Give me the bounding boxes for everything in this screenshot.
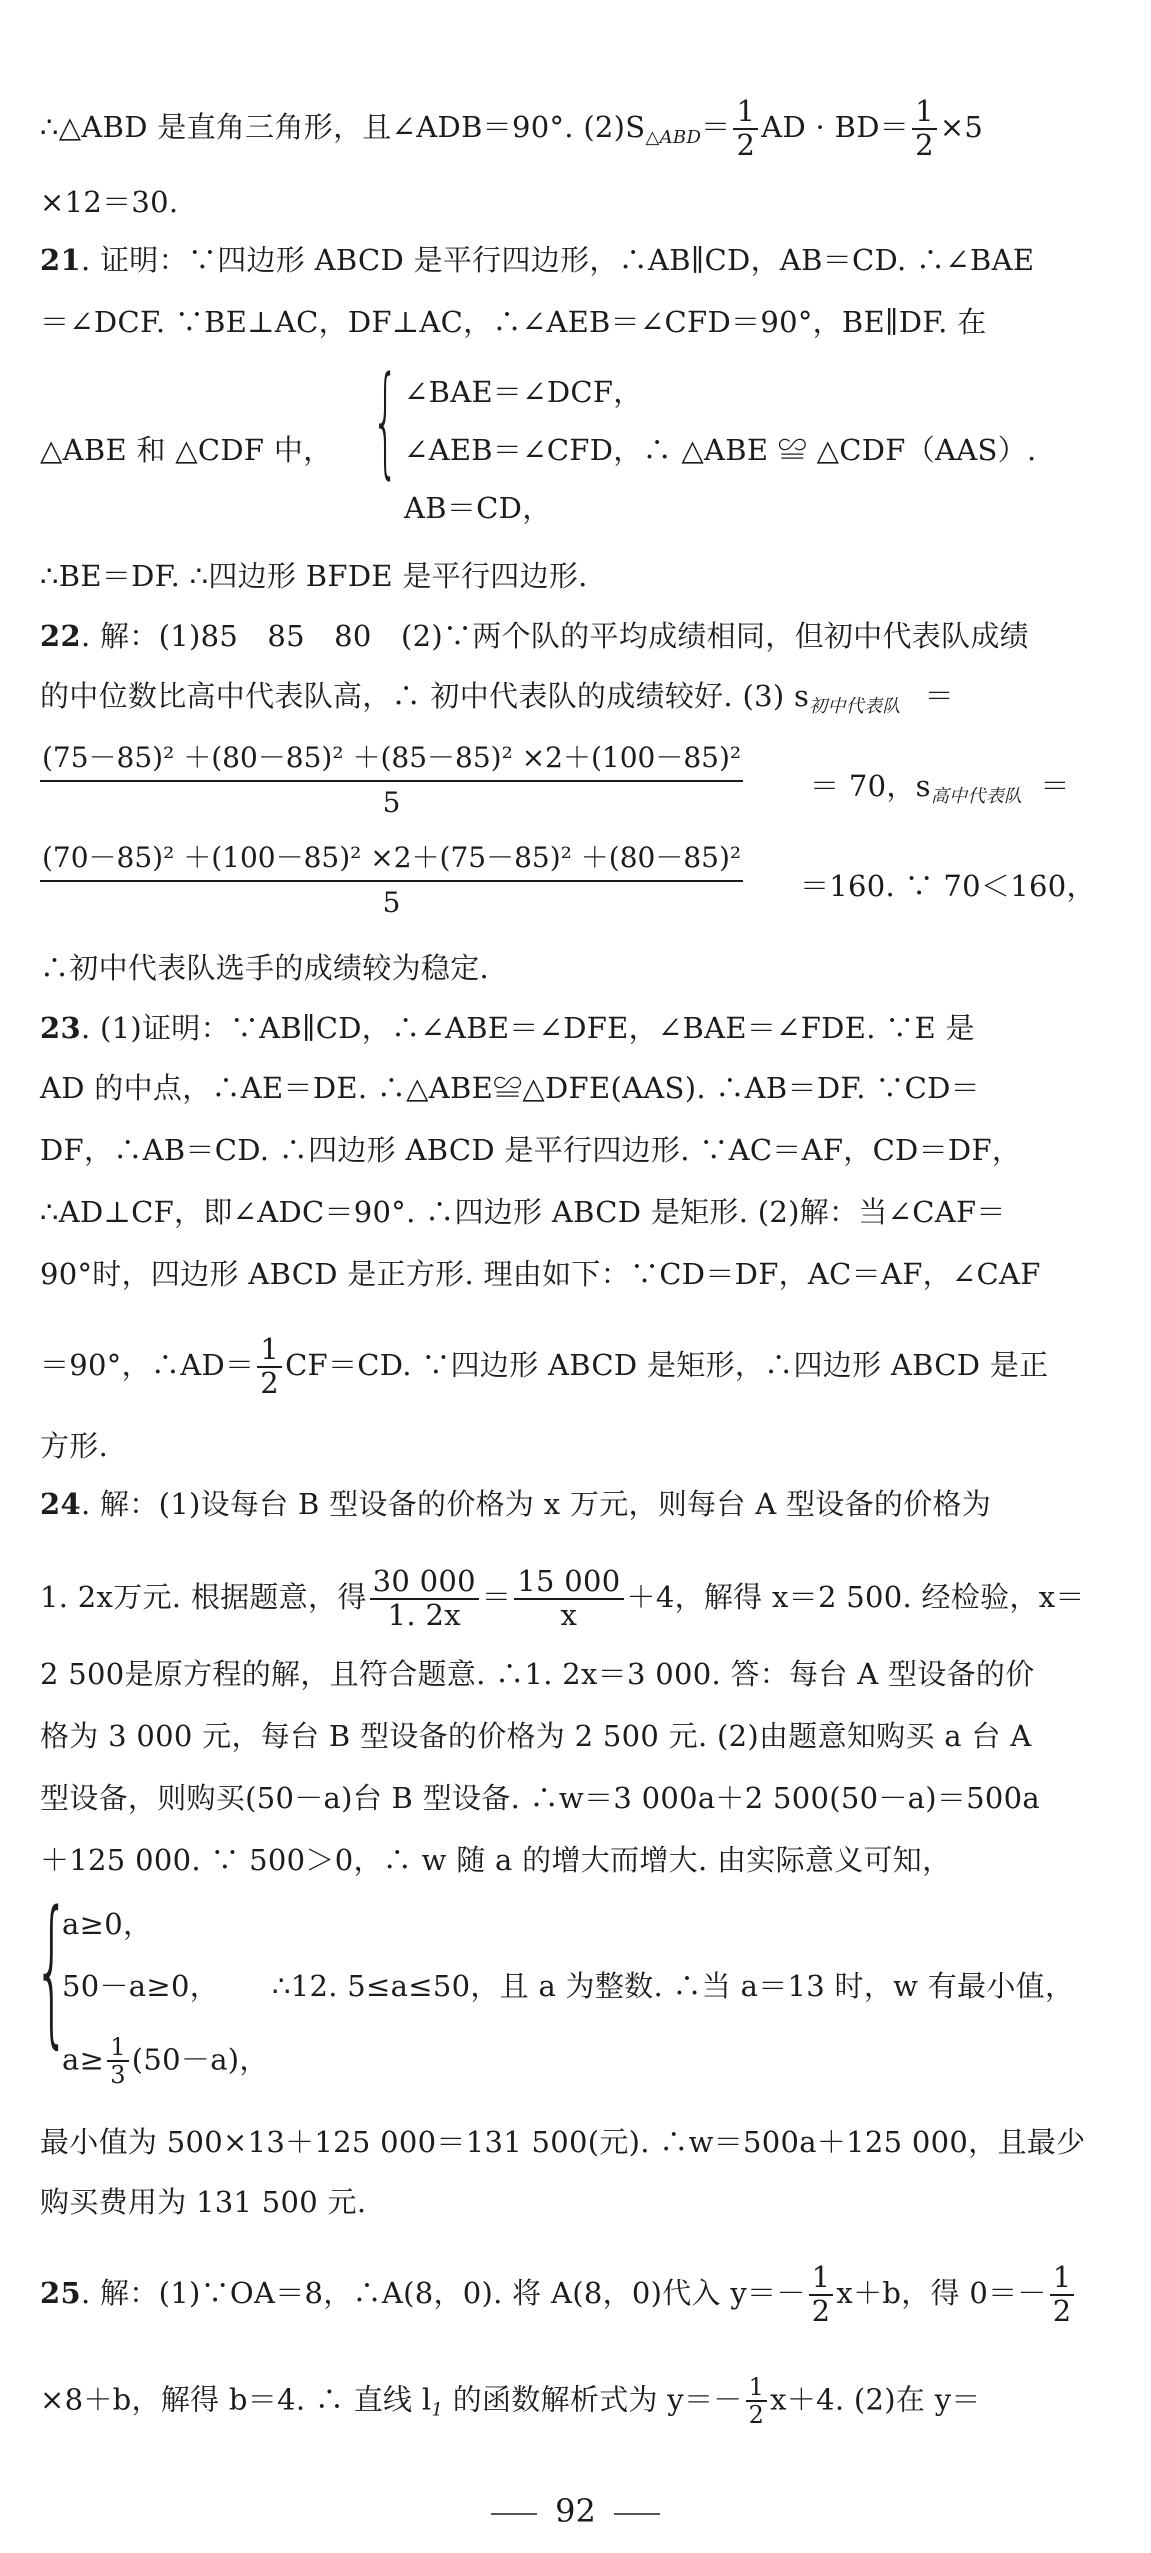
text-line-1 bbox=[40, 96, 1110, 162]
question-24-line-2 bbox=[40, 1566, 1110, 1632]
question-23-line-2: AD 的中点，∴AE＝DE. ∴△ABE≌△DFE(AAS). ∴AB＝DF. ∵CD＝ bbox=[40, 1071, 980, 1105]
fraction-numerator: 1 bbox=[809, 2262, 834, 2296]
page-number bbox=[0, 2492, 1151, 2530]
fraction-15000-over-x bbox=[514, 1566, 623, 1632]
question-24-line-3: 2 500是原方程的解，且符合题意. ∴1. 2x＝3 000. 答：每台 A 型设备的价 bbox=[40, 1657, 1035, 1691]
fraction-denominator: 2 bbox=[915, 127, 934, 162]
question-number: 21 bbox=[40, 243, 81, 277]
q24-system-line-3 bbox=[62, 2034, 362, 2089]
question-25-line-2 bbox=[40, 2374, 1110, 2430]
fraction-denominator: 2 bbox=[260, 1365, 280, 1400]
q21-system-left-text: △ABE 和 △CDF 中， bbox=[40, 433, 333, 467]
question-number: 24 bbox=[40, 1487, 81, 1521]
text-segment: CF＝CD. ∵四边形 ABCD 是矩形，∴四边形 ABCD 是正 bbox=[285, 1347, 1049, 1382]
question-24-line-1 bbox=[40, 1484, 1110, 1524]
variance-fraction-2-tail: ＝160. ∵ 70＜160， bbox=[800, 869, 1096, 903]
fraction-30000-over-1-2x bbox=[370, 1566, 479, 1632]
q21-system-line-3: AB＝CD， bbox=[404, 491, 552, 525]
text-segment: . 解：(1)∵OA＝8，∴A(8，0). 将 A(8，0)代入 y＝－ bbox=[80, 2275, 806, 2310]
fraction-denominator: 2 bbox=[1052, 2293, 1072, 2328]
variance-fraction-1 bbox=[40, 736, 743, 819]
text-segment: 1. 2x万元. 根据题意，得 bbox=[40, 1579, 367, 1614]
fraction-numerator: 1 bbox=[912, 96, 937, 130]
text-segment: ＝ 70，s bbox=[810, 769, 931, 803]
q24-system-right-text: ∴12. 5≤a≤50，且 a 为整数. ∴当 a＝13 时，w 有最小值， bbox=[272, 1969, 1075, 2003]
question-22-line-2 bbox=[40, 676, 1110, 727]
fraction-half bbox=[257, 1334, 282, 1400]
fraction-half bbox=[809, 2262, 834, 2328]
fraction-numerator: 30 000 bbox=[370, 1566, 479, 1600]
fraction-one-third bbox=[107, 2034, 129, 2089]
question-23-line-5: 90°时，四边形 ABCD 是正方形. 理由如下：∵CD＝DF，AC＝AF，∠CAF bbox=[40, 1257, 1041, 1291]
question-23-line-1 bbox=[40, 1008, 1110, 1048]
page-number-value: 92 bbox=[555, 2492, 596, 2530]
text-segment: x＋4. (2)在 y＝ bbox=[770, 2382, 981, 2417]
text-segment: . 解：(1)设每台 B 型设备的价格为 x 万元，则每台 A 型设备的价格为 bbox=[80, 1487, 992, 1521]
system-brace: { bbox=[372, 352, 399, 491]
text-segment: ＝ bbox=[1040, 769, 1070, 803]
text-segment: ＝ bbox=[701, 109, 731, 144]
subscript: △ABD bbox=[645, 126, 702, 148]
question-number: 25 bbox=[40, 2275, 81, 2310]
question-25-line-1 bbox=[40, 2262, 1110, 2328]
question-21-line-3: ∴BE＝DF. ∴四边形 BFDE 是平行四边形. bbox=[40, 559, 588, 593]
question-24-line-4: 格为 3 000 元，每台 B 型设备的价格为 2 500 元. (2)由题意知购买 a 台 A bbox=[40, 1719, 1032, 1753]
text-segment: a≥ bbox=[62, 2042, 105, 2077]
text-segment: ＋4，解得 x＝2 500. 经检验，x＝ bbox=[626, 1579, 1085, 1614]
variance-fraction-1-tail bbox=[810, 766, 1110, 817]
text-segment: . 解：(1)85 85 80 (2)∵两个队的平均成绩相同，但初中代表队成绩 bbox=[80, 619, 1029, 653]
fraction-half bbox=[733, 96, 758, 162]
question-number: 22 bbox=[40, 619, 81, 653]
variance-fraction-2 bbox=[40, 836, 743, 919]
text-segment: 的中位数比高中代表队高，∴ 初中代表队的成绩较好. (3) s bbox=[40, 679, 810, 713]
question-24-line-7: 最小值为 500×13＋125 000＝131 500(元). ∴w＝500a＋125 000，且最少 bbox=[40, 2125, 1086, 2159]
q21-system-line-2: ∠AEB＝∠CFD，∴ △ABE ≌ △CDF（AAS）. bbox=[404, 433, 1037, 467]
fraction-denominator: 2 bbox=[811, 2293, 831, 2328]
system-brace: { bbox=[34, 1876, 70, 2063]
text-segment: ＝90°，∴AD＝ bbox=[40, 1347, 255, 1382]
text-segment: ∴△ABD 是直角三角形，且∠ADB＝90°. (2)S bbox=[40, 109, 646, 144]
text-segment: ×5 bbox=[939, 109, 984, 144]
fraction-numerator: 1 bbox=[257, 1334, 282, 1368]
fraction-numerator: (75－85)² ＋(80－85)² ＋(85－85)² ×2＋(100－85)² bbox=[40, 736, 743, 782]
question-22-line-1 bbox=[40, 616, 1110, 656]
fraction-denominator: 2 bbox=[748, 2401, 765, 2430]
question-23-line-4: ∴AD⊥CF，即∠ADC＝90°. ∴四边形 ABCD 是矩形. (2)解：当∠CAF＝ bbox=[40, 1195, 1006, 1229]
fraction-denominator: 5 bbox=[382, 886, 401, 919]
question-23-line-3: DF，∴AB＝CD. ∴四边形 ABCD 是平行四边形. ∵AC＝AF，CD＝DF， bbox=[40, 1133, 1022, 1167]
fraction-numerator: 1 bbox=[733, 96, 758, 130]
text-segment: . (1)证明：∵AB∥CD，∴∠ABE＝∠DFE，∠BAE＝∠FDE. ∵E 是 bbox=[80, 1011, 975, 1045]
text-segment: ＝ bbox=[924, 679, 954, 713]
text-segment: . 证明：∵四边形 ABCD 是平行四边形，∴AB∥CD，AB＝CD. ∴∠BAE bbox=[80, 243, 1035, 277]
question-24-line-6: ＋125 000. ∵ 500＞0，∴ w 随 a 的增大而增大. 由实际意义可知， bbox=[40, 1843, 952, 1877]
fraction-numerator: 1 bbox=[746, 2374, 768, 2402]
question-number: 23 bbox=[40, 1011, 81, 1045]
fraction-denominator: 5 bbox=[382, 786, 401, 819]
question-23-line-6 bbox=[40, 1334, 1110, 1400]
fraction-denominator: 2 bbox=[736, 127, 756, 162]
text-line-2: ×12＝30. bbox=[40, 185, 179, 219]
subscript: 1 bbox=[431, 2399, 444, 2421]
fraction-half bbox=[746, 2374, 768, 2429]
text-segment: ×8＋b，解得 b＝4. ∴ 直线 l bbox=[40, 2382, 432, 2417]
fraction-numerator: 1 bbox=[1050, 2262, 1075, 2296]
fraction-numerator: (70－85)² ＋(100－85)² ×2＋(75－85)² ＋(80－85)² bbox=[40, 836, 743, 882]
text-segment: x＋b，得 0＝－ bbox=[836, 2275, 1047, 2310]
q21-system-line-1: ∠BAE＝∠DCF， bbox=[404, 375, 643, 409]
question-21-line-2: ＝∠DCF. ∵BE⊥AC，DF⊥AC，∴∠AEB＝∠CFD＝90°，BE∥DF. 在 bbox=[40, 305, 987, 339]
fraction-denominator: 1. 2x bbox=[387, 1597, 461, 1632]
fraction-denominator: x bbox=[560, 1597, 578, 1632]
text-segment: 的函数解析式为 y＝－ bbox=[443, 2382, 743, 2417]
divider bbox=[614, 2513, 660, 2515]
question-21-line-1 bbox=[40, 240, 1110, 280]
subscript: 高中代表队 bbox=[930, 786, 1023, 807]
fraction-denominator: 3 bbox=[110, 2061, 126, 2090]
fraction-half bbox=[1050, 2262, 1075, 2328]
text-segment: AD · BD＝ bbox=[761, 109, 910, 144]
text-segment: (50－a)， bbox=[131, 2042, 269, 2077]
fraction-numerator: 15 000 bbox=[514, 1566, 623, 1600]
question-24-line-5: 型设备，则购买(50－a)台 B 型设备. ∴w＝3 000a＋2 500(50－a)＝500a bbox=[40, 1781, 1041, 1815]
text-segment: ＝ bbox=[481, 1579, 512, 1614]
fraction-half bbox=[912, 96, 937, 162]
question-23-line-7: 方形. bbox=[40, 1429, 109, 1463]
divider bbox=[491, 2513, 537, 2515]
q24-system-line-2: 50－a≥0， bbox=[62, 1969, 220, 2003]
subscript: 初中代表队 bbox=[809, 696, 901, 717]
q24-system-line-1: a≥0， bbox=[62, 1907, 153, 1941]
question-24-line-8: 购买费用为 131 500 元. bbox=[40, 2185, 367, 2219]
fraction-numerator: 1 bbox=[107, 2034, 129, 2062]
question-22-line-3: ∴初中代表队选手的成绩较为稳定. bbox=[40, 951, 490, 985]
